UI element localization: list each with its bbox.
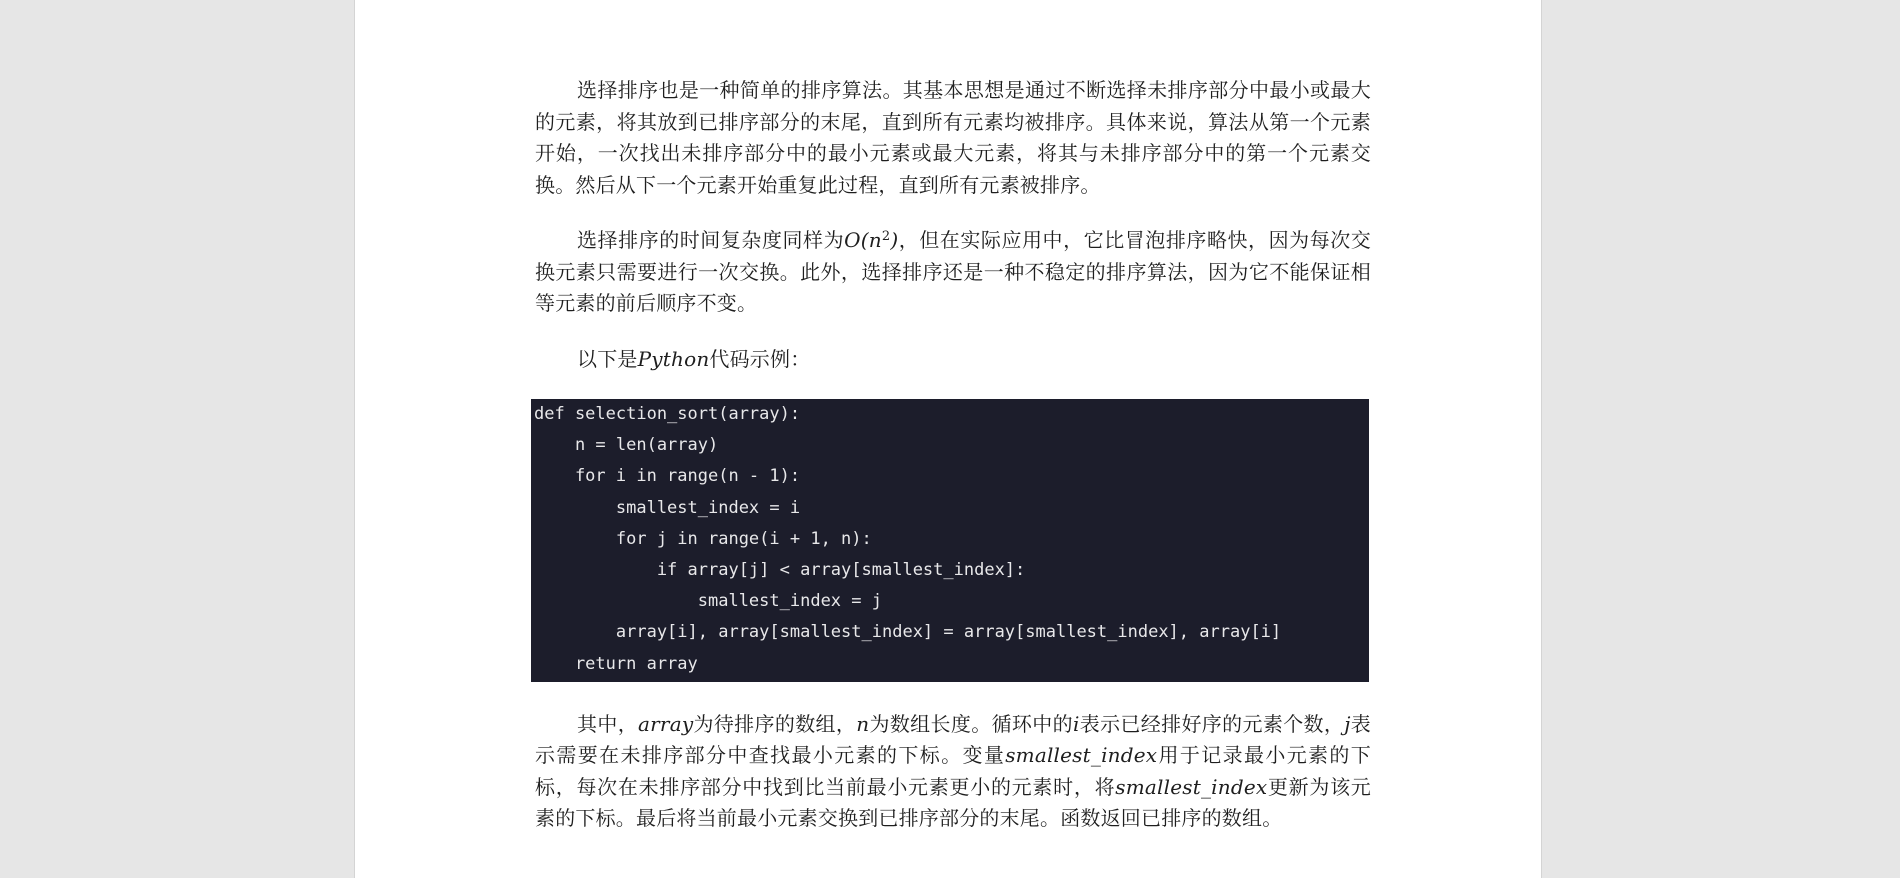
code-line: smallest_index = j [534, 591, 882, 612]
text-run: 表示需要在未排序部分中查找最小元素的下标。变量 [535, 711, 1371, 768]
text-run: 选择排序的时间复杂度同样为 [577, 228, 845, 252]
text-run: 选择排序也是一种简单的排序算法。其基本思想是通过不断选择未排序部分中最小或最大的元素，将其放到已排序部分的末尾，直到所有元素均被排序。具体来说，算法从第一个元素开始，一次找出未排序部分中的最小元素或最大元素，将其与未排序部分中的第一个元素交换。然后从下一个元素开始重复此过程，直到所有元素被排序。 [535, 78, 1371, 197]
paragraph-2 [535, 225, 1371, 320]
code-block [531, 399, 1369, 682]
code-line: smallest_index = i [534, 497, 801, 518]
text-run: 其中， [577, 711, 639, 736]
math-exponent: 2 [881, 229, 891, 244]
paragraphs-after-code [535, 709, 1371, 835]
code-line: n = len(array) [534, 435, 719, 456]
code-line: return array [534, 653, 698, 674]
text-run: 用于记录最小元素的下标，每次在未排序部分中找到比当前最小元素更小的元素时，将 [535, 743, 1372, 799]
math-term: O(n [844, 228, 882, 252]
text-run: ，但在实际应用中，它比冒泡排序略快，因为每次交换元素只需要进行一次交换。此外，选择排序还是一种不稳定的排序算法，因为它不能保证相等元素的前后顺序不变。 [535, 228, 1371, 315]
text-run: 表示已经排好序的元素个数， [1079, 711, 1345, 736]
text-run: 代码示例： [709, 346, 811, 371]
paragraphs-before-code [535, 75, 1371, 375]
paragraph-3 [535, 344, 1371, 376]
math-term: n [856, 711, 870, 736]
text-run: 以下是 [577, 346, 638, 371]
code-line: array[i], array[smallest_index] = array[smallest_index], array[i] [534, 622, 1282, 643]
code-line: for i in range(n - 1): [534, 466, 801, 487]
math-term: smallest_index [1115, 774, 1268, 799]
text-run: 为数组长度。循环中的 [869, 711, 1073, 736]
code-line: if array[j] < array[smallest_index]: [534, 560, 1026, 581]
text-run: 为待排序的数组， [693, 711, 857, 736]
math-term: j [1344, 711, 1351, 736]
code-line: for j in range(i + 1, n): [534, 528, 872, 549]
document-content [535, 75, 1371, 859]
code-line: def selection_sort(array): [534, 404, 801, 424]
text-run: 更新为该元素的下标。最后将当前最小元素交换到已排序部分的末尾。函数返回已排序的数组。 [535, 774, 1371, 831]
paragraph-1 [535, 75, 1371, 201]
math-term: smallest_index [1005, 743, 1158, 768]
document-page [354, 0, 1542, 878]
paragraph-after-1 [535, 709, 1371, 835]
math-term: ) [890, 228, 899, 252]
math-term: array [638, 711, 694, 736]
math-term: i [1072, 711, 1080, 736]
math-term: Python [637, 346, 710, 371]
